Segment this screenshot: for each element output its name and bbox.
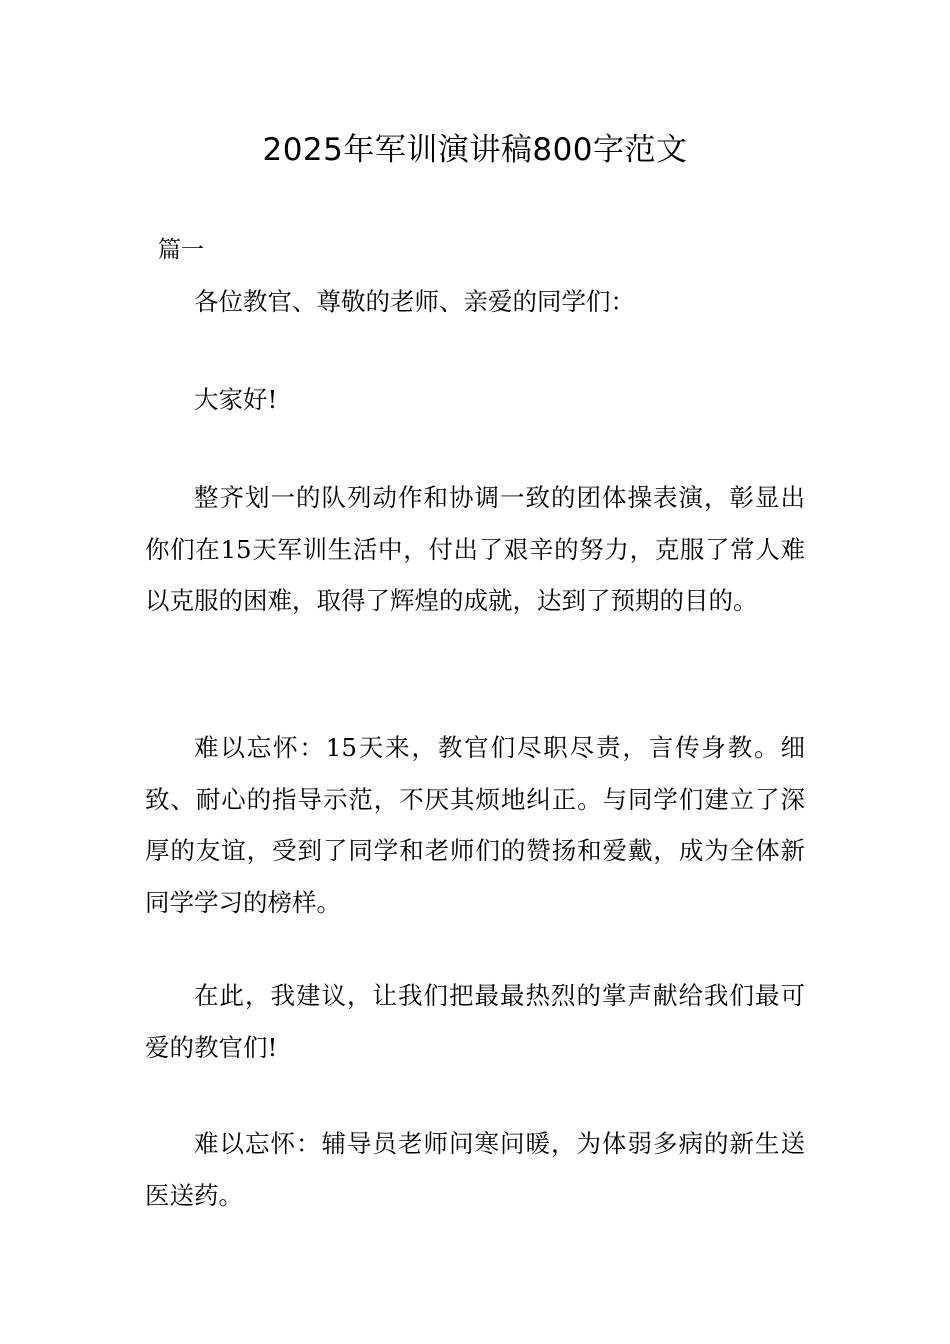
paragraph-applause: 在此，我建议，让我们把最最热烈的掌声献给我们最可爱的教官们! — [145, 981, 805, 1062]
paragraph-performance: 整齐划一的队列动作和协调一致的团体操表演，彰显出你们在15天军训生活中，付出了艰辛的努力，克服了常人难以克服的困难，取得了辉煌的成就，达到了预期的目的。 — [145, 483, 805, 615]
section-label: 篇一 — [158, 237, 204, 263]
paragraph-instructors: 难以忘怀：15天来，教官们尽职尽责，言传身教。细致、耐心的指导示范，不厌其烦地纠正。与同学们建立了深厚的友谊，受到了同学和老师们的赞扬和爱戴，成为全体新同学学习的榜样。 — [145, 733, 805, 917]
paragraph-hello: 大家好! — [194, 385, 278, 414]
paragraph-counselors: 难以忘怀：辅导员老师问寒问暖，为体弱多病的新生送医送药。 — [145, 1129, 805, 1210]
document-title: 2025年军训演讲稿800字范文 — [262, 132, 688, 168]
paragraph-greeting: 各位教官、尊敬的老师、亲爱的同学们： — [194, 287, 635, 316]
